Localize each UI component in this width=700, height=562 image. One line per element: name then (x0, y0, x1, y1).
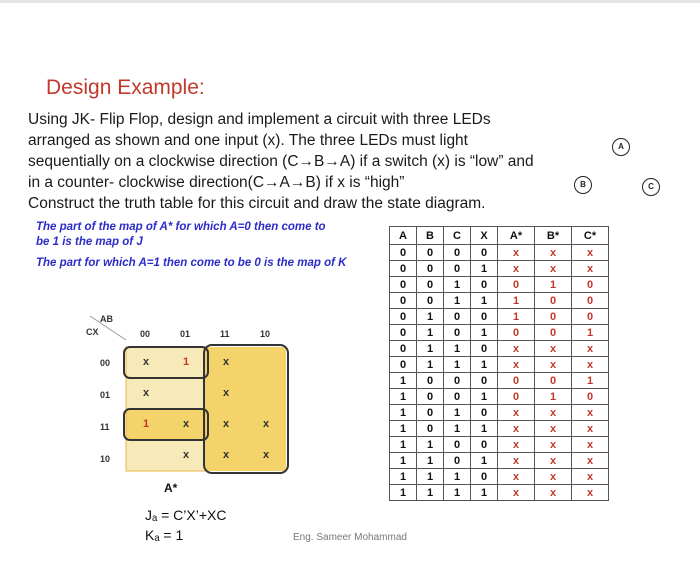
truth-table-cell: x (572, 485, 609, 501)
truth-table-cell: 0 (572, 293, 609, 309)
truth-table-cell: x (535, 437, 572, 453)
truth-table-header: A (390, 227, 417, 245)
truth-table-cell: 0 (417, 245, 444, 261)
kmap-cell: x (222, 449, 230, 461)
truth-table-cell: 0 (444, 325, 471, 341)
truth-table-cell: 0 (471, 437, 498, 453)
kmap-col-label: 10 (260, 329, 271, 339)
truth-table-cell: x (498, 469, 535, 485)
truth-table-cell: 0 (390, 261, 417, 277)
truth-table-cell: x (535, 341, 572, 357)
truth-table-cell: 1 (390, 437, 417, 453)
kmap-cell: x (182, 449, 190, 461)
kmap-cell (126, 440, 166, 471)
truth-table-cell: 1 (417, 357, 444, 373)
kmap-cell: x (222, 356, 230, 368)
truth-table-cell: 1 (498, 293, 535, 309)
truth-table-cell: 0 (444, 437, 471, 453)
truth-table-cell: 1 (390, 421, 417, 437)
truth-table-cell: x (572, 357, 609, 373)
equation-ka: Kₐ = 1 (145, 527, 184, 543)
truth-table-cell: x (572, 469, 609, 485)
truth-table-cell: x (572, 437, 609, 453)
led-c-circle: C (642, 178, 660, 196)
truth-table-cell: 0 (498, 325, 535, 341)
truth-table-cell: x (535, 485, 572, 501)
kmap-col-label: 00 (140, 329, 151, 339)
led-b-circle: B (574, 176, 592, 194)
truth-table-cell: 1 (471, 389, 498, 405)
truth-table-cell: 1 (444, 485, 471, 501)
kmap-label: A* (164, 481, 178, 495)
truth-table-cell: x (572, 421, 609, 437)
truth-table-cell: 0 (535, 325, 572, 341)
truth-table-header: A* (498, 227, 535, 245)
truth-table-cell: 0 (417, 421, 444, 437)
truth-table-cell: 1 (390, 405, 417, 421)
truth-table-cell: x (498, 357, 535, 373)
kmap-cell: 1 (142, 418, 150, 430)
kmap-cell (166, 378, 206, 409)
truth-table-cell: 0 (390, 341, 417, 357)
kmap-row-label: 11 (100, 422, 110, 432)
truth-table-cell: 1 (417, 485, 444, 501)
truth-table-cell: 1 (471, 453, 498, 469)
led-a-circle: A (612, 138, 630, 156)
kmap-col-label: 11 (220, 329, 230, 339)
truth-table-cell: 0 (390, 309, 417, 325)
truth-table-cell: 0 (535, 293, 572, 309)
kmap-cell: x (142, 387, 150, 399)
truth-table-cell: x (535, 469, 572, 485)
problem-line: in a counter- clockwise direction(C→A→B) if x is “high” (28, 174, 405, 191)
truth-table-cell: 0 (390, 277, 417, 293)
kmap-cell: x (222, 387, 230, 399)
truth-table-cell: 1 (535, 277, 572, 293)
kmap-cell: 1 (182, 356, 190, 368)
truth-table-cell: 1 (471, 261, 498, 277)
truth-table-cell: x (572, 261, 609, 277)
truth-table-cell: x (572, 245, 609, 261)
truth-table-cell: 0 (471, 309, 498, 325)
truth-table-cell: 0 (444, 261, 471, 277)
truth-table-cell: 0 (417, 261, 444, 277)
truth-table-header: X (471, 227, 498, 245)
truth-table-cell: 0 (498, 373, 535, 389)
kmap-cell: x (182, 418, 190, 430)
truth-table-cell: 0 (471, 245, 498, 261)
truth-table-cell: x (572, 341, 609, 357)
truth-table-cell: x (572, 405, 609, 421)
author-credit: Eng. Sameer Mohammad (293, 532, 407, 543)
truth-table-cell: 1 (444, 469, 471, 485)
problem-line: Construct the truth table for this circuit and draw the state diagram. (28, 195, 486, 212)
truth-table-cell: 0 (572, 277, 609, 293)
kmap-cell: x (262, 449, 270, 461)
truth-table-cell: x (535, 453, 572, 469)
note-line: The part of the map of A* for which A=0 then come to (36, 221, 326, 233)
truth-table-cell: 1 (444, 357, 471, 373)
truth-table-cell: 1 (444, 341, 471, 357)
truth-table-cell: 1 (498, 309, 535, 325)
truth-table-cell: 0 (471, 373, 498, 389)
truth-table-cell: 1 (572, 325, 609, 341)
truth-table-cell: x (535, 421, 572, 437)
truth-table-cell: 0 (390, 293, 417, 309)
truth-table-cell: 0 (498, 277, 535, 293)
truth-table-cell: 1 (390, 453, 417, 469)
truth-table-cell: x (535, 405, 572, 421)
truth-table-header: B* (535, 227, 572, 245)
truth-table-cell: 1 (444, 277, 471, 293)
truth-table-cell: 0 (444, 245, 471, 261)
truth-table-cell: 1 (417, 341, 444, 357)
truth-table-cell: 1 (417, 453, 444, 469)
kmap-cell: x (222, 418, 230, 430)
truth-table-cell: 0 (417, 405, 444, 421)
kmap-row-label: 00 (100, 358, 111, 368)
truth-table-header: C* (572, 227, 609, 245)
truth-table-cell: 1 (471, 485, 498, 501)
truth-table-cell: x (498, 485, 535, 501)
truth-table-cell: 1 (390, 389, 417, 405)
truth-table-cell: 0 (572, 389, 609, 405)
truth-table-cell: 0 (417, 373, 444, 389)
truth-table-cell: x (535, 261, 572, 277)
truth-table-cell: 0 (535, 373, 572, 389)
truth-table-cell: 0 (498, 389, 535, 405)
problem-line: Using JK- Flip Flop, design and implement a circuit with three LEDs (28, 111, 491, 128)
truth-table-header: C (444, 227, 471, 245)
equation-ja: Jₐ = C’X’+XC (145, 507, 227, 523)
truth-table-cell: 0 (535, 309, 572, 325)
truth-table-cell: 0 (417, 277, 444, 293)
truth-table-cell: 1 (444, 293, 471, 309)
truth-table-cell: 0 (471, 405, 498, 421)
problem-line: arranged as shown and one input (x). The three LEDs must light (28, 132, 468, 149)
truth-table-cell: 0 (390, 357, 417, 373)
truth-table-cell: 1 (444, 405, 471, 421)
truth-table-cell: 1 (390, 373, 417, 389)
truth-table-cell: x (498, 261, 535, 277)
problem-line: sequentially on a clockwise direction (C→B→A) if a switch (x) is “low” and (28, 153, 534, 170)
truth-table-cell: x (498, 453, 535, 469)
truth-table-cell: 1 (390, 469, 417, 485)
truth-table-cell: 1 (535, 389, 572, 405)
kmap-row-label: 01 (100, 390, 111, 400)
note-line: The part for which A=1 then come to be 0 is the map of K (36, 257, 347, 269)
truth-table-cell: 0 (471, 277, 498, 293)
truth-table-cell: 0 (471, 341, 498, 357)
truth-table-cell: x (498, 421, 535, 437)
kmap-corner-cx: CX (86, 327, 99, 337)
kmap-cell (246, 347, 286, 378)
kmap-row-label: 10 (100, 454, 111, 464)
truth-table-cell: 0 (572, 309, 609, 325)
truth-table-cell: 1 (471, 357, 498, 373)
truth-table-cell: x (572, 453, 609, 469)
truth-table-cell: 1 (471, 421, 498, 437)
truth-table-cell: 1 (417, 437, 444, 453)
truth-table-cell: 0 (444, 309, 471, 325)
truth-table-cell: 1 (390, 485, 417, 501)
truth-table-cell: 1 (417, 309, 444, 325)
truth-table-cell: 0 (444, 453, 471, 469)
truth-table-cell: x (498, 405, 535, 421)
truth-table-cell: x (498, 245, 535, 261)
truth-table-cell: 0 (390, 325, 417, 341)
kmap-cell: x (142, 356, 150, 368)
note-line: be 1 is the map of J (36, 236, 143, 248)
truth-table-cell: 1 (471, 325, 498, 341)
truth-table-header: B (417, 227, 444, 245)
truth-table-cell: x (498, 341, 535, 357)
truth-table-cell: 1 (417, 469, 444, 485)
truth-table-cell: 1 (572, 373, 609, 389)
truth-table-cell: 0 (444, 373, 471, 389)
kmap-cell (246, 378, 286, 409)
truth-table-cell: 1 (444, 421, 471, 437)
truth-table-cell: 1 (417, 325, 444, 341)
truth-table-cell: x (498, 437, 535, 453)
truth-table-cell: 0 (417, 293, 444, 309)
truth-table-cell: 0 (390, 245, 417, 261)
truth-table-cell: 1 (471, 293, 498, 309)
truth-table-cell: 0 (471, 469, 498, 485)
truth-table-cell: 0 (444, 389, 471, 405)
kmap-corner-ab: AB (100, 314, 113, 324)
kmap-col-label: 01 (180, 329, 191, 339)
slide-title: Design Example: (46, 76, 205, 99)
truth-table-cell: x (535, 357, 572, 373)
truth-table-cell: x (535, 245, 572, 261)
kmap-cell: x (262, 418, 270, 430)
truth-table-cell: 0 (417, 389, 444, 405)
